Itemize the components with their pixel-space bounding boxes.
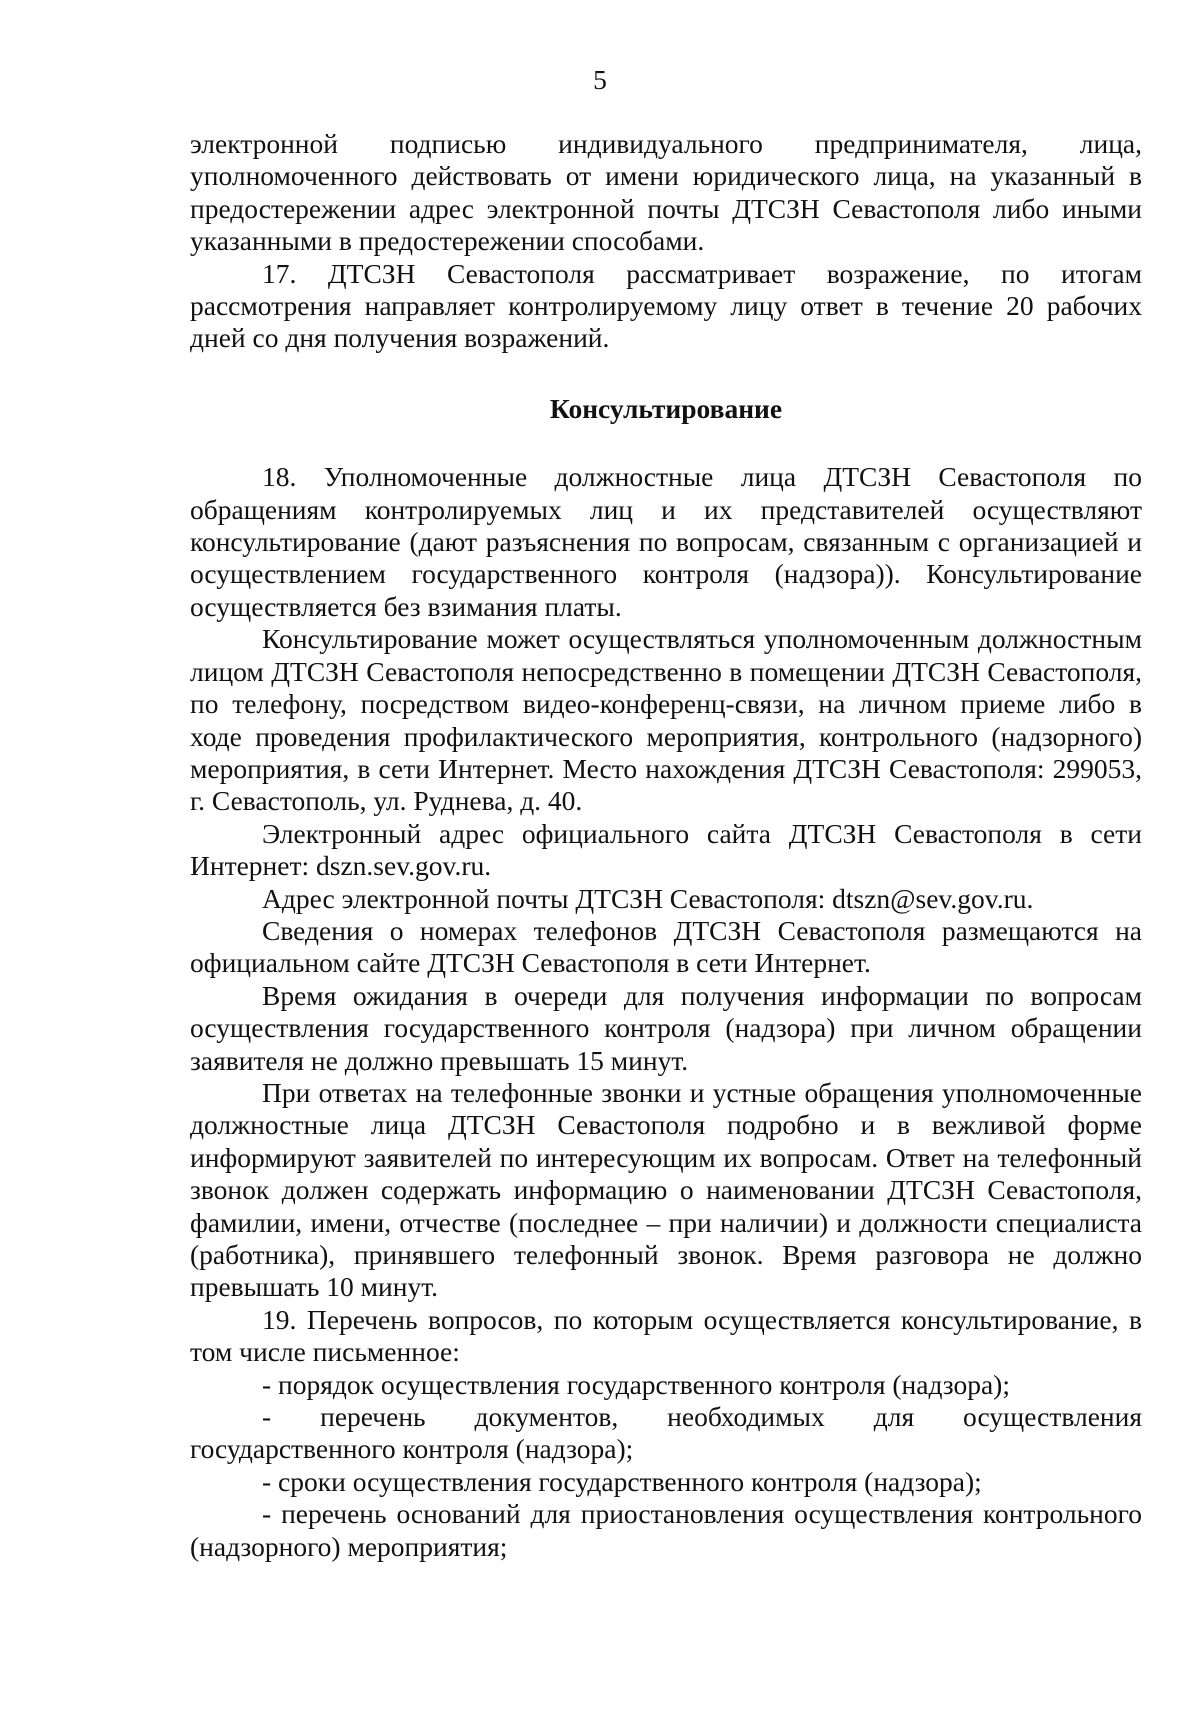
section-heading: Консультирование [549, 392, 783, 424]
paragraph-19: 19. Перечень вопросов, по которым осуществляется консультирование, в том числе письменное: [190, 1303, 1142, 1368]
paragraph-phone-answers: При ответах на телефонные звонки и устные обращения уполномоченные должностные лица ДТСЗН Севастополя подробно и в вежливой форме информируют заявителей по интересующим их вопросам. Ответ на телефонный звонок должен содержать информацию о наименовании ДТСЗН Севастополя, фамилии, имени, отчестве (последнее – при наличии) и должности специалиста (работника), принявшего телефонный звонок. Время разговора не должно превышать 10 минут. [190, 1076, 1142, 1303]
spacer [190, 355, 1142, 393]
spacer [190, 425, 1142, 461]
list-item: - перечень документов, необходимых для осуществления государственного контроля (надзора); [190, 1401, 1142, 1465]
paragraph-waiting-time: Время ожидания в очереди для получения информации по вопросам осуществления государственного контроля (надзора) при личном обращении заявителя не должно превышать 15 минут. [190, 979, 1142, 1076]
paragraph-continuation: электронной подписью индивидуального предпринимателя, лица, уполномоченного действовать от имени юридического лица, на указанный в предостережении адрес электронной почты ДТСЗН Севастополя либо иными указанными в предостережении способами. [190, 128, 1142, 257]
paragraph-website: Электронный адрес официального сайта ДТСЗН Севастополя в сети Интернет: dszn.sev.gov.ru. [190, 817, 1142, 882]
paragraph-18: 18. Уполномоченные должностные лица ДТСЗН Севастополя по обращениям контролируемых лиц и их представителей осуществляют консультирование (дают разъяснения по вопросам, связанным с организацией и осуществлением государственного контроля (надзора)). Консультирование осуществляется без взимания платы. [190, 461, 1142, 622]
paragraph-phones: Сведения о номерах телефонов ДТСЗН Севастополя размещаются на официальном сайте ДТСЗН Севастополя в сети Интернет. [190, 914, 1142, 979]
page-number: 5 [593, 64, 607, 95]
list-item: - перечень оснований для приостановления осуществления контрольного (надзорного) мероприятия; [190, 1498, 1142, 1562]
list-item: - сроки осуществления государственного контроля (надзора); [262, 1465, 982, 1497]
list-item: - порядок осуществления государственного контроля (надзора); [262, 1368, 1010, 1400]
paragraph-consultation-channels: Консультирование может осуществляться уполномоченным должностным лицом ДТСЗН Севастополя непосредственно в помещении ДТСЗН Севастополя, по телефону, посредством видео-конференц-связи, на личном приеме либо в ходе проведения профилактического мероприятия, контрольного (надзорного) мероприятия, в сети Интернет. Место нахождения ДТСЗН Севастополя: 299053, г. Севастополь, ул. Руднева, д. 40. [190, 623, 1142, 817]
paragraph-email: Адрес электронной почты ДТСЗН Севастополя: dtszn@sev.gov.ru. [262, 882, 1034, 914]
paragraph-17: 17. ДТСЗН Севастополя рассматривает возражение, по итогам рассмотрения направляет контролируемому лицу ответ в течение 20 рабочих дней со дня получения возражений. [190, 257, 1142, 354]
document-body [190, 128, 1142, 1563]
